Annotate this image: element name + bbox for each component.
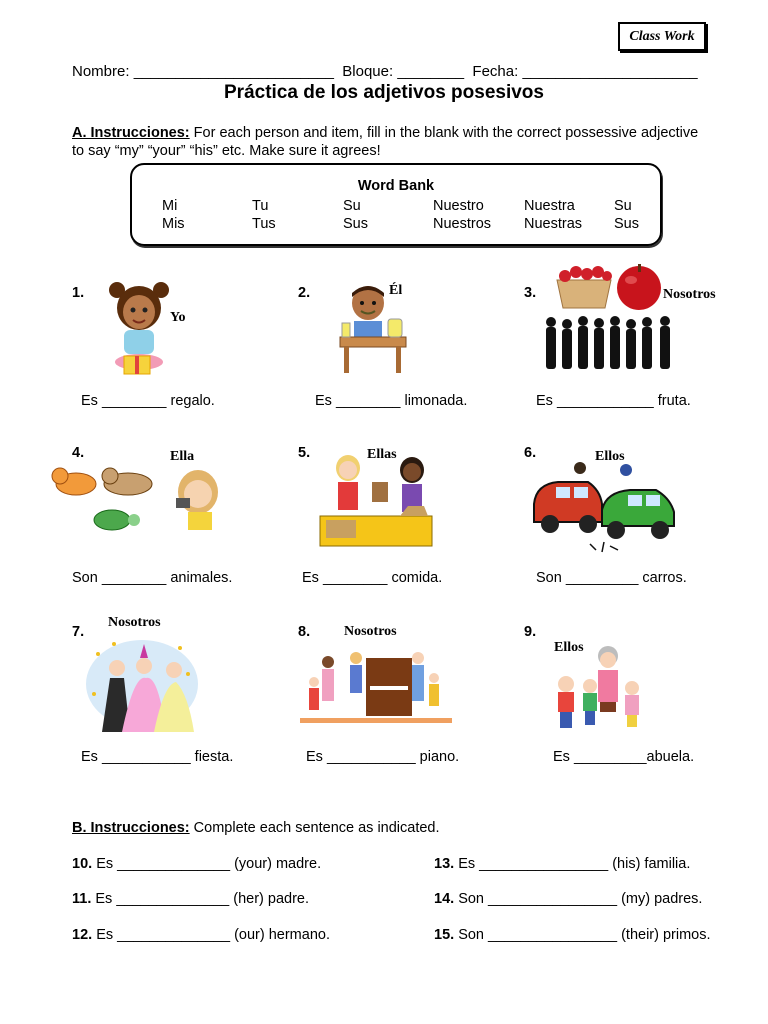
item-pronoun-label: Yo — [170, 310, 186, 325]
item-pronoun-label: Ellos — [554, 640, 584, 655]
word-bank-column — [343, 197, 368, 233]
item-sentence[interactable]: Es ___________ fiesta. — [81, 749, 234, 765]
sentence-number: 14. — [434, 891, 455, 907]
item-sentence[interactable]: Es ___________ piano. — [306, 749, 460, 765]
section-b-sentence[interactable] — [72, 927, 330, 943]
item-sentence[interactable]: Son _________ carros. — [536, 570, 687, 586]
item-pronoun-label: Él — [389, 283, 403, 298]
instructions-b-label: B. Instrucciones: — [72, 820, 190, 836]
item-number: 2. — [298, 285, 311, 301]
word-bank-word: Tu — [252, 198, 269, 214]
word-bank-word: Tus — [252, 216, 276, 232]
nombre-blank[interactable]: ________________________ — [133, 63, 334, 80]
fecha-blank[interactable]: _____________________ — [522, 63, 698, 80]
item-number: 6. — [524, 445, 537, 461]
word-bank-column — [252, 197, 276, 233]
word-bank-word: Sus — [614, 216, 639, 232]
item-number: 3. — [524, 285, 537, 301]
item-number: 5. — [298, 445, 311, 461]
word-bank-column — [433, 197, 491, 233]
item-sentence[interactable]: Es ________ limonada. — [315, 393, 468, 409]
party-people-illustration — [84, 634, 200, 734]
item-number: 4. — [72, 445, 85, 461]
word-bank-word: Mis — [162, 216, 185, 232]
item-pronoun-label: Ellos — [595, 449, 625, 464]
section-b-sentence[interactable] — [434, 856, 690, 872]
sentence-number: 15. — [434, 927, 455, 943]
item-number: 8. — [298, 624, 311, 640]
fecha-label: Fecha: — [472, 63, 519, 80]
item-number: 9. — [524, 624, 537, 640]
sentence-text: Es ________________ (his) familia. — [454, 856, 691, 872]
sentence-number: 13. — [434, 856, 455, 872]
word-bank-word: Mi — [162, 198, 178, 214]
word-bank-word: Nuestras — [524, 216, 583, 232]
bloque-blank[interactable]: ________ — [397, 63, 465, 80]
word-bank-word: Nuestros — [433, 216, 492, 232]
girl-with-gift-illustration — [108, 280, 170, 378]
family-with-piano-illustration — [300, 646, 452, 724]
item-number: 1. — [72, 285, 85, 301]
women-with-food-illustration — [318, 452, 434, 548]
section-b-sentence[interactable] — [434, 891, 702, 907]
nombre-label: Nombre: — [72, 63, 130, 80]
word-bank-title: Word Bank — [357, 178, 435, 194]
grandmother-with-children-illustration — [550, 644, 654, 736]
sentence-text: Son ________________ (their) primos. — [454, 927, 711, 943]
bloque-label: Bloque: — [342, 63, 394, 80]
class-work-badge: Class Work — [618, 22, 706, 51]
item-sentence[interactable]: Es ________ regalo. — [81, 393, 215, 409]
word-bank-word: Su — [343, 198, 361, 214]
section-b-sentence[interactable] — [72, 856, 321, 872]
word-bank-word: Nuestro — [433, 198, 484, 214]
car-crash-illustration — [530, 460, 678, 556]
instructions-b — [72, 820, 440, 836]
item-sentence[interactable]: Es _________abuela. — [553, 749, 695, 765]
fruit-basket-and-apple-illustration — [555, 262, 663, 314]
item-pronoun-label: Nosotros — [108, 615, 161, 630]
instructions-a-text: For each person and item, fill in the blank with the correct possessive adjective to say “my” “your” “his” etc. Make sure it agrees! — [72, 125, 699, 159]
item-sentence[interactable]: Son ________ animales. — [72, 570, 233, 586]
item-pronoun-label: Ellas — [367, 447, 397, 462]
instructions-a-label: A. Instrucciones: — [72, 125, 190, 141]
word-bank-column — [162, 197, 185, 233]
sentence-number: 12. — [72, 927, 93, 943]
item-sentence[interactable]: Es ____________ fruta. — [536, 393, 691, 409]
animals-and-girl-with-camera-illustration — [50, 458, 220, 540]
word-bank-column — [614, 197, 639, 233]
sentence-text: Es ______________ (your) madre. — [92, 856, 322, 872]
section-b-sentence[interactable] — [434, 927, 711, 943]
section-b-sentence[interactable] — [72, 891, 309, 907]
group-silhouette-illustration — [543, 316, 677, 372]
item-pronoun-label: Nosotros — [663, 287, 716, 302]
sentence-text: Es ______________ (her) padre. — [91, 891, 310, 907]
sentence-number: 11. — [72, 891, 92, 907]
sentence-text: Es ______________ (our) hermano. — [92, 927, 330, 943]
sentence-text: Son ________________ (my) padres. — [454, 891, 703, 907]
page-title: Práctica de los adjetivos posesivos — [224, 82, 544, 103]
item-pronoun-label: Nosotros — [344, 624, 397, 639]
header-fields — [72, 63, 698, 80]
item-number: 7. — [72, 624, 85, 640]
sentence-number: 10. — [72, 856, 93, 872]
item-sentence[interactable]: Es ________ comida. — [302, 570, 443, 586]
word-bank-column — [524, 197, 582, 233]
instructions-a — [72, 124, 702, 160]
instructions-b-text: Complete each sentence as indicated. — [189, 820, 440, 836]
word-bank — [130, 163, 662, 246]
word-bank-word: Sus — [343, 216, 368, 232]
word-bank-word: Nuestra — [524, 198, 575, 214]
item-pronoun-label: Ella — [170, 449, 195, 464]
boy-with-lemonade-illustration — [336, 283, 412, 375]
word-bank-word: Su — [614, 198, 632, 214]
